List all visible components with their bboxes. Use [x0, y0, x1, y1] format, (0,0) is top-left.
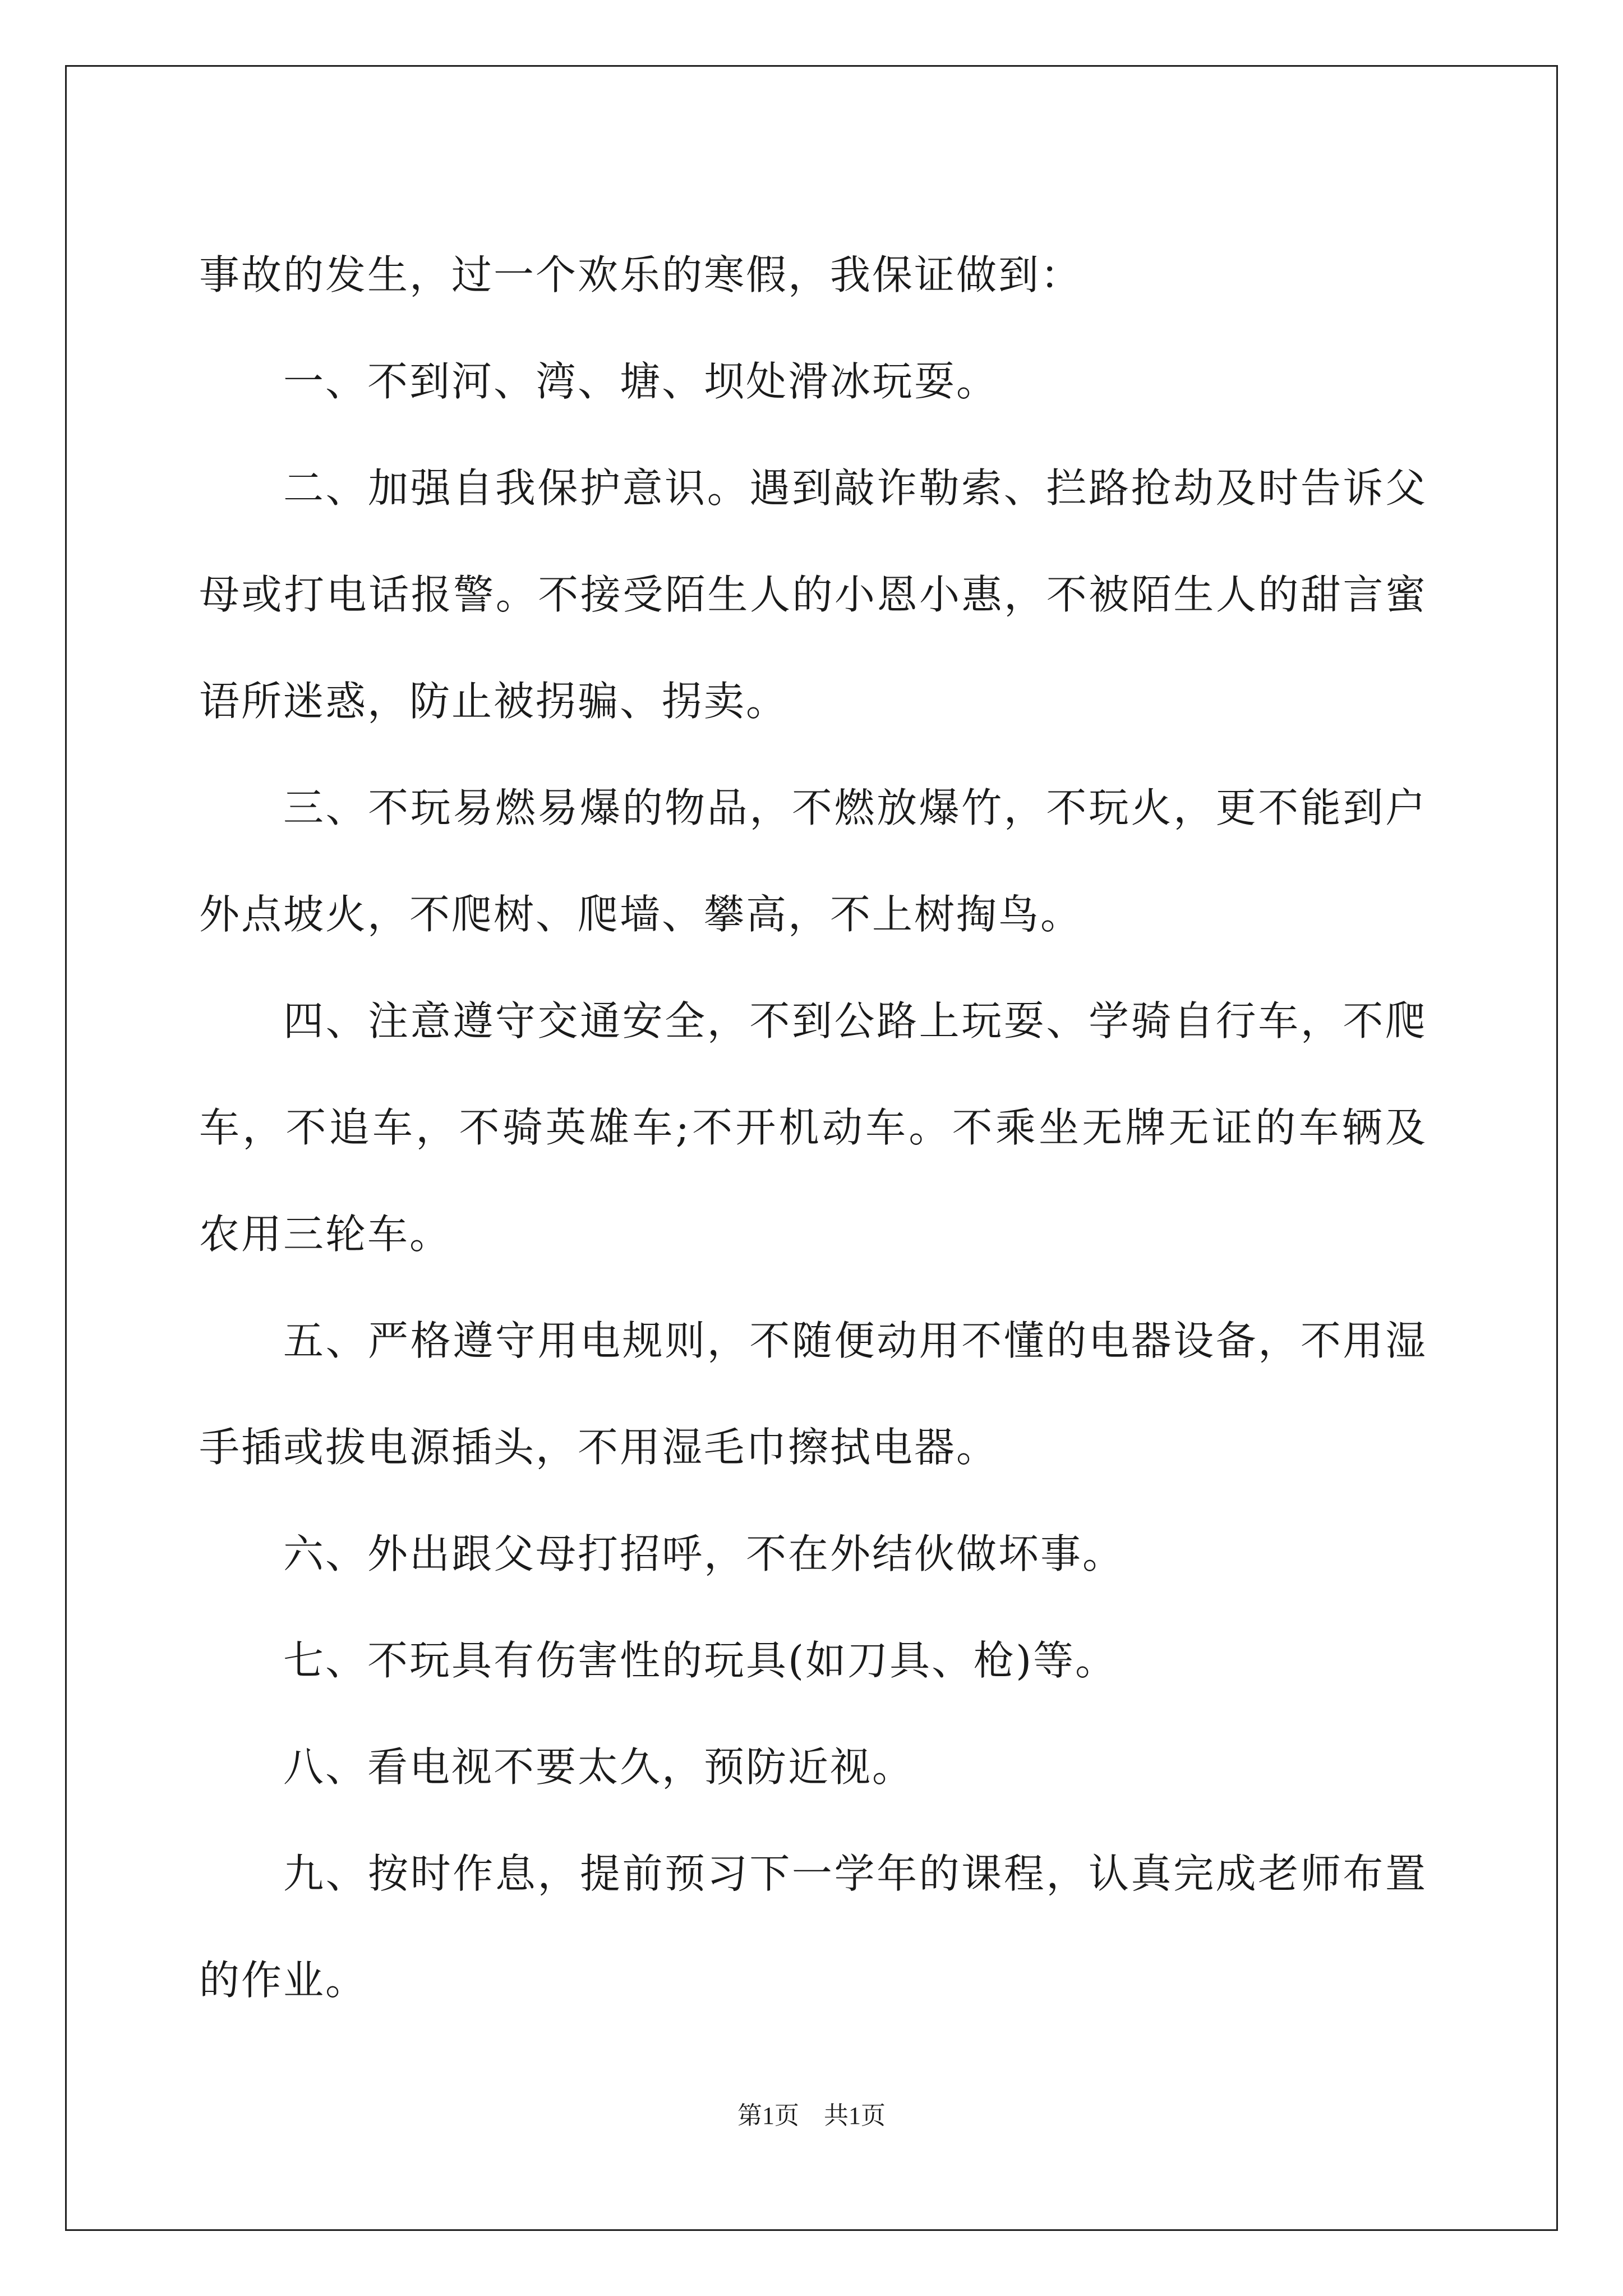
paragraph-item-6: 六、外出跟父母打招呼，不在外结伙做坏事。	[283, 1530, 1125, 1577]
paragraph-item-5: 五、严格遵守用电规则，不随便动用不懂的电器设备，不用湿手插或拔电源插头，不用湿毛巾擦拭电器。	[199, 1317, 1427, 1471]
page-number-footer: 第1页 共1页	[737, 2102, 886, 2129]
paragraph-item-7: 七、不玩具有伤害性的玩具(如刀具、枪)等。	[283, 1637, 1118, 1684]
paragraph-item-2: 二、加强自我保护意识。遇到敲诈勒索、拦路抢劫及时告诉父母或打电话报警。不接受陌生人的小恩小惠，不被陌生人的甜言蜜语所迷惑，防止被拐骗、拐卖。	[199, 464, 1427, 725]
paragraph-item-8: 八、看电视不要太久，预防近视。	[283, 1743, 915, 1791]
paragraph-item-1: 一、不到河、湾、塘、坝处滑冰玩耍。	[283, 358, 999, 405]
paragraph-item-3: 三、不玩易燃易爆的物品，不燃放爆竹，不玩火，更不能到户外点坡火，不爬树、爬墙、攀高，不上树掏鸟。	[199, 784, 1427, 938]
paragraph-intro: 事故的发生，过一个欢乐的寒假，我保证做到：	[199, 251, 1083, 298]
document-body	[199, 222, 1427, 2033]
paragraph-item-9: 九、按时作息，提前预习下一学年的课程，认真完成老师布置的作业。	[199, 1850, 1427, 2004]
paragraph-item-4: 四、注意遵守交通安全，不到公路上玩耍、学骑自行车，不爬车，不追车，不骑英雄车;不开机动车。不乘坐无牌无证的车辆及农用三轮车。	[199, 997, 1427, 1258]
